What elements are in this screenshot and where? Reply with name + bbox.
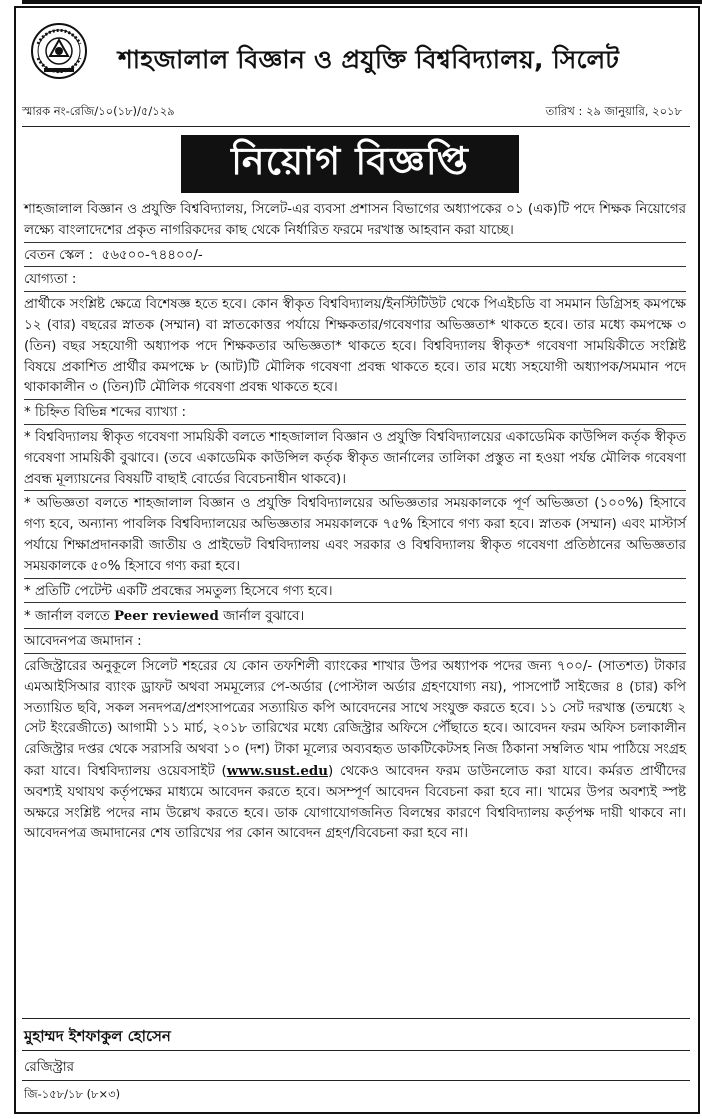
website-link[interactable]: www.sust.edu [226,762,328,779]
ad-code: জি-১৫৮/১৮ (৮×৩) [24,1087,121,1101]
experience-definition: * অভিজ্ঞতা বলতে শাহজালাল বিজ্ঞান ও প্রযুক্তি বিশ্ববিদ্যালয়ের অভিজ্ঞতার সময়কালকে পূর্ণ অভিজ্ঞতা (১০০%) হিসাবে গণ্য হবে, অন্যান্য পাবলিক বিশ্ববিদ্যালয়ের অভিজ্ঞতার সময়কালকে ৭৫% হিসাবে গণ্য করা হবে। স্নাতক (সম্মান) এবং মাস্টার্স পর্যায়ে শিক্ষাপ্রদানকারী জাতীয় ও প্রাইভেট বিশ্ববিদ্যালয় এবং সরকার ও বিশ্ববিদ্যালয় স্বীকৃত গবেষণা প্রতিষ্ঠানের অভিজ্ঞতার সময়কালকে ৫০% হিসাবে গণ্য করা হবে। [24,490,686,577]
journal-line-end: জার্নাল বুঝাবে। [218,609,305,625]
notice-body [24,200,686,845]
signatory-designation: রেজিস্ট্রার [24,1060,75,1075]
submission-paragraph [24,653,686,845]
patent-definition: * প্রতিটি পেটেন্ট একটি প্রবন্ধের সমতুল্য হিসেবে গণ্য হবে। [24,578,686,603]
memo-line [22,103,682,122]
intro-paragraph: শাহজালাল বিজ্ঞান ও প্রযুক্তি বিশ্ববিদ্যালয়, সিলেট-এর ব্যবসা প্রশাসন বিভাগের অধ্যাপকের ০১ (এক)টি পদে শিক্ষক নিয়োগের লক্ষ্যে বাংলাদেশের প্রকৃত নাগরিকদের কাছ থেকে নির্ধারিত ফরমে দরখাস্ত আহবান করা যাচ্ছে। [24,202,686,238]
journal-definition: * বিশ্ববিদ্যালয় স্বীকৃত গবেষণা সাময়িকী বলতে শাহজালাল বিজ্ঞান ও প্রযুক্তি বিশ্ববিদ্যালয়ের একাডেমিক কাউন্সিল কর্তৃক স্বীকৃত গবেষণা সাময়িকী বুঝাবে। (তবে একাডেমিক কাউন্সিল কর্তৃক স্বীকৃত জার্নালের তালিকা প্রস্তুত না হওয়া পর্যন্ত মৌলিক গবেষণা প্রবন্ধ মূল্যায়নের বিষয়টি বাছাই বোর্ডের বিবেচনাধীন থাকবে)। [24,424,686,490]
salary-line [24,242,686,267]
divider [22,1080,690,1081]
university-logo [30,22,88,80]
divider [22,126,690,127]
salary-value: ৫৬৫০০-৭৪৪০০/- [101,247,203,263]
qualification-heading: যোগ্যতা : [24,266,686,291]
submission-heading: আবেদনপত্র জমাদান : [24,628,686,653]
submission-text-end: ) থেকেও আবেদন ফরম ডাউনলোড করা যাবে। কর্মরত প্রার্থীদের অবশ্যই যথাযথ কর্তৃপক্ষের মাধ্যমে আবেদন করতে হবে। অসম্পূর্ণ আবেদন বিবেচনা করা হবে না। খামের উপর অবশ্যই স্পষ্ট অক্ষরে সংশ্লিষ্ট পদের নাম উল্লেখ করতে হবে। ডাক যোগাযোগজনিত বিলম্বের কারণে বিশ্ববিদ্যালয় কর্তৃপক্ষ দায়ী থাকবে না। আবেদনপত্র জমাদানের শেষ তারিখের পর কোন আবেদন গ্রহণ/বিবেচনা করা হবে না। [24,763,686,842]
journal-peer-reviewed-line [24,602,686,628]
submission-text-start: রেজিস্ট্রারের অনুকূলে সিলেট শহরের যে কোন তফশিলী ব্যাংকের শাখার উপর অধ্যাপক পদের জন্য ৭০০/- (সাতশত) টাকার এমআইসিআর ব্যাংক ড্রাফট অথবা সমমূল্যের পে-অর্ডার (পোস্টাল অর্ডার গ্রহণযোগ্য নয়), পাসপোর্ট সাইজের ৪ (চার) কপি সত্যায়িত ছবি, সকল সনদপত্র/প্রশংসাপত্রের সত্যায়িত কপি আবেদনের সাথে সংযুক্ত করতে হবে। ১১ সেট দরখাস্ত (তন্মধ্যে ২ সেট ইংরেজীতে) আগামী ১১ মার্চ, ২০১৮ তারিখের মধ্যে রেজিস্ট্রার অফিসে পৌঁছাতে হবে। আবেদন ফরম অফিস চলাকালীন রেজিস্ট্রার দপ্তর থেকে সরাসরি অথবা ১০ (দশ) টাকা মূল্যের অব্যবহৃত ডাকটিকেটসহ নিজ ঠিকানা সম্বলিত খাম পাঠিয়ে সংগ্রহ করা যাবে। বিশ্ববিদ্যালয় ওয়েবসাইট ( [24,658,686,779]
divider [22,1018,690,1019]
notice-date: তারিখ : ২৯ জানুয়ারি, ২০১৮ [545,104,682,118]
definitions-heading: * চিহ্নিত বিভিন্ন শব্দের ব্যাখ্যা : [24,399,686,424]
university-name: শাহজালাল বিজ্ঞান ও প্রযুক্তি বিশ্ববিদ্যালয়, সিলেট [118,45,620,74]
peer-reviewed-term: Peer reviewed [114,608,219,625]
qualification-paragraph: প্রার্থীকে সংশ্লিষ্ট ক্ষেত্রে বিশেষজ্ঞ হতে হবে। কোন স্বীকৃত বিশ্ববিদ্যালয়/ইনস্টিটিউট থেকে পিএইচডি বা সমমান ডিগ্রিসহ কমপক্ষে ১২ (বার) বছরের স্নাতক (সম্মান) বা স্নাতকোত্তর পর্যায়ে শিক্ষকতার/গবেষণার অভিজ্ঞতা* থাকতে হবে। তার মধ্যে কমপক্ষে ৩ (তিন) বছর সহযোগী অধ্যাপক পদে শিক্ষকতার অভিজ্ঞতা* থাকতে হবে। বিশ্ববিদ্যালয় স্বীকৃত* গবেষণা সাময়িকীতে সংশ্লিষ্ট বিষয়ে প্রকাশিত প্রার্থীর কমপক্ষে ৮ (আট)টি মৌলিক গবেষণা প্রবন্ধ থাকতে হবে। তার মধ্যে সহযোগী অধ্যাপক/সমমান পদে থাকাকালীন ৩ (তিন)টি মৌলিক গবেষণা প্রবন্ধ থাকতে হবে। [24,291,686,399]
notice-title: নিয়োগ বিজ্ঞপ্তি [181,135,519,193]
memo-number: স্মারক নং-রেজি/১০(১৮)/৫/১২৯ [22,104,175,118]
top-rule [22,0,702,4]
divider [22,1050,690,1051]
signatory-name: মুহাম্মদ ইশফাকুল হোসেন [24,1027,171,1045]
salary-label: বেতন স্কেল : [24,247,94,263]
journal-line-start: * জার্নাল বলতে [24,609,115,625]
